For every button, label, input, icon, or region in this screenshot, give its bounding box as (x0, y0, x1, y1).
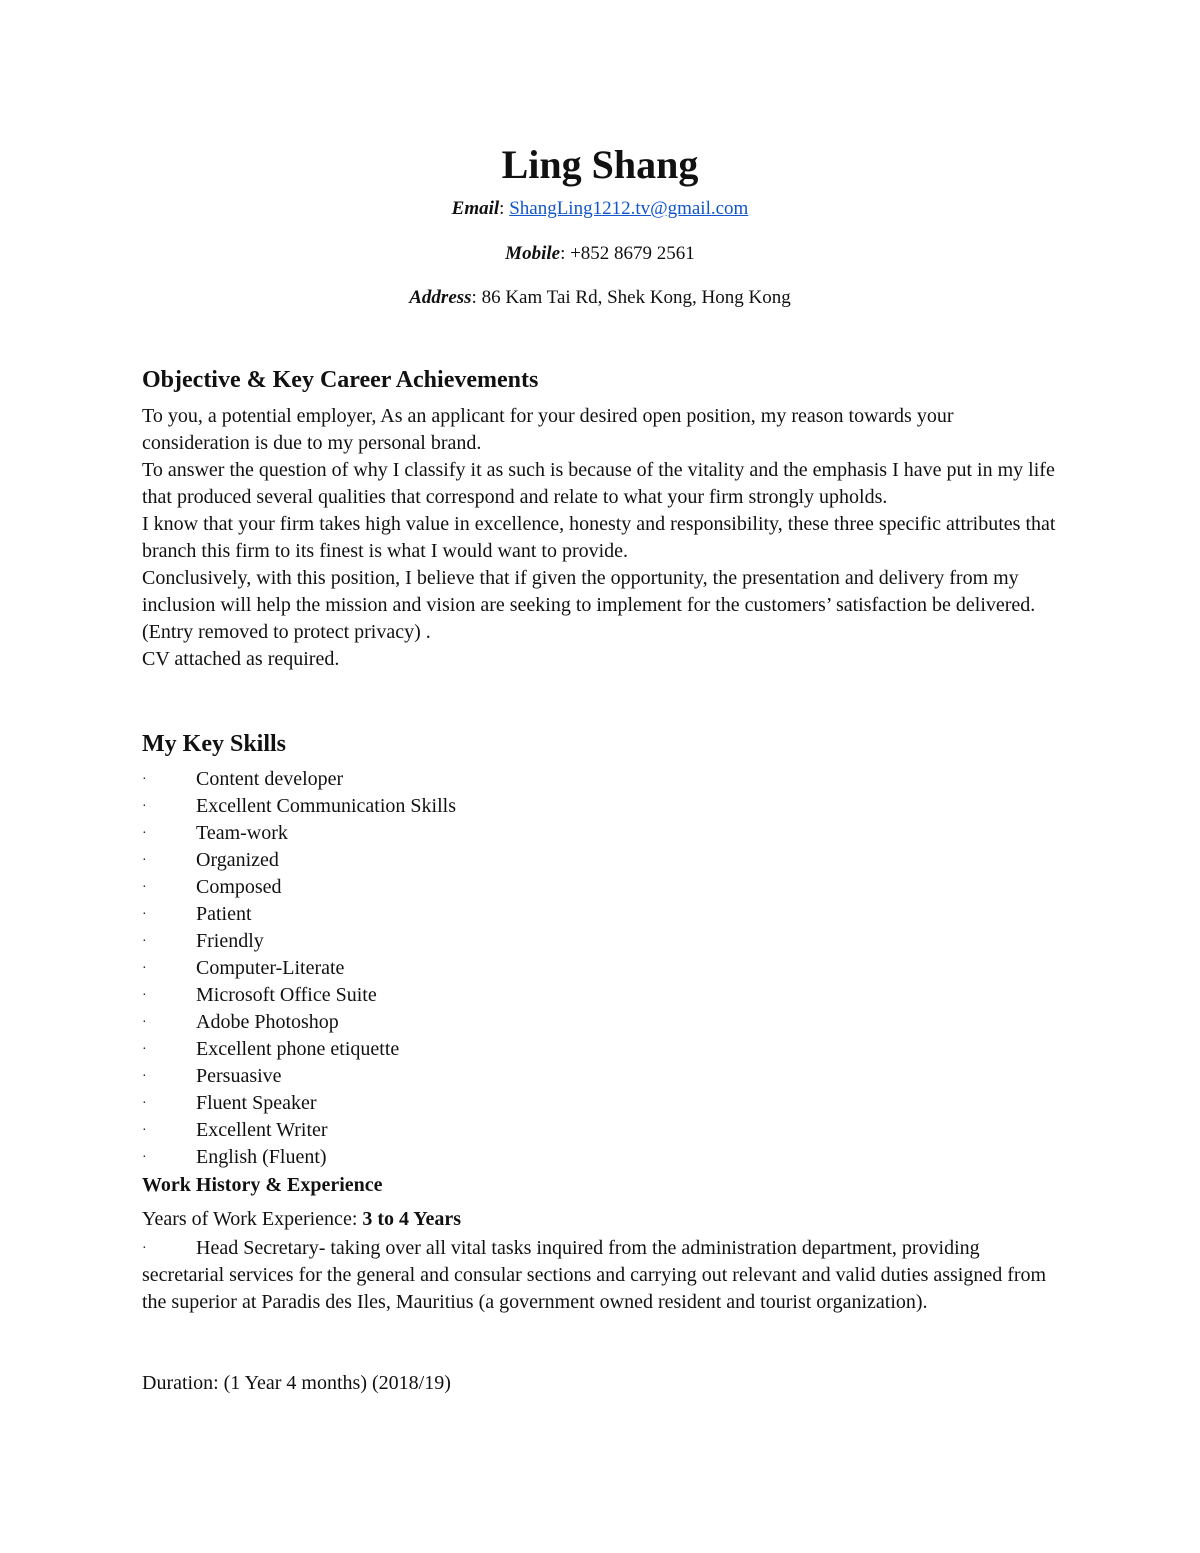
bullet-icon: · (142, 826, 147, 841)
address-line (0, 285, 1200, 311)
skill-label: Fluent Speaker (196, 1092, 317, 1114)
mobile-number: +852 8679 2561 (570, 243, 695, 264)
skill-label: Persuasive (196, 1065, 282, 1087)
years-label: Years of Work Experience: (142, 1208, 358, 1230)
bullet-icon: · (142, 799, 147, 814)
email-separator: : (499, 198, 505, 219)
skill-item (142, 1144, 1042, 1171)
skill-label: Composed (196, 876, 282, 898)
years-experience-line (142, 1206, 1062, 1233)
skill-label: Microsoft Office Suite (196, 984, 377, 1006)
skill-label: Excellent Communication Skills (196, 795, 456, 817)
skill-item (142, 1063, 1042, 1090)
candidate-name: Ling Shang (501, 142, 699, 187)
job-duration: Duration: (1 Year 4 months) (2018/19) (142, 1372, 451, 1394)
objective-paragraph: I know that your firm takes high value in excellence, honesty and responsibility, these three specific attributes that branch this firm to its finest is what I would want to provide. (142, 513, 1056, 562)
skill-label: Team-work (196, 822, 288, 844)
objective-paragraph: Conclusively, with this position, I believe that if given the opportunity, the presentation and delivery from my inclusion will help the mission and vision are seeking to implement for the customers’ satisfaction be delivered. (142, 567, 1036, 616)
skill-label: Computer-Literate (196, 957, 345, 979)
bullet-icon: · (142, 1042, 147, 1057)
skill-label: Adobe Photoshop (196, 1011, 339, 1033)
objective-heading: Objective & Key Career Achievements (142, 367, 539, 393)
skill-item (142, 982, 1042, 1009)
skill-item (142, 874, 1042, 901)
bullet-icon: · (142, 880, 147, 895)
bullet-icon: · (142, 1123, 147, 1138)
bullet-icon: · (142, 961, 147, 976)
skill-item (142, 793, 1042, 820)
job-entry (142, 1235, 1062, 1316)
skill-label: Excellent phone etiquette (196, 1038, 400, 1060)
bullet-icon: · (142, 1096, 147, 1111)
skill-label: Excellent Writer (196, 1119, 328, 1141)
email-label: Email (451, 198, 500, 219)
skills-heading: My Key Skills (142, 731, 287, 757)
mobile-line (0, 241, 1200, 267)
address-label: Address (409, 287, 472, 308)
skill-label: Organized (196, 849, 279, 871)
bullet-icon: · (142, 907, 147, 922)
bullet-icon: · (142, 853, 147, 868)
skill-item (142, 1117, 1042, 1144)
bullet-icon: · (142, 1150, 147, 1165)
objective-paragraph: (Entry removed to protect privacy) . (142, 621, 431, 643)
email-line (0, 196, 1200, 222)
email-link[interactable]: ShangLing1212.tv@gmail.com (509, 198, 749, 219)
bullet-icon: · (142, 988, 147, 1003)
skill-item (142, 847, 1042, 874)
mobile-separator: : (560, 243, 566, 264)
skill-label: Content developer (196, 768, 344, 790)
skill-item (142, 1036, 1042, 1063)
bullet-icon: · (142, 772, 147, 787)
work-history-heading: Work History & Experience (142, 1174, 383, 1196)
address-value: 86 Kam Tai Rd, Shek Kong, Hong Kong (481, 287, 791, 308)
skill-item (142, 1009, 1042, 1036)
job-description: Head Secretary- taking over all vital tasks inquired from the administration department, providing secretarial services for the general and consular sections and carrying out relevant and valid duties assigned from the superior at Paradis des Iles, Mauritius (a government owned resident and tourist organization). (142, 1237, 1047, 1313)
skill-label: Friendly (196, 930, 264, 952)
address-separator: : (471, 287, 477, 308)
bullet-icon: · (142, 1069, 147, 1084)
skill-item (142, 1090, 1042, 1117)
skills-list (142, 766, 1042, 1171)
skill-item (142, 928, 1042, 955)
skill-label: Patient (196, 903, 252, 925)
bullet-icon: · (142, 934, 147, 949)
skill-label: English (Fluent) (196, 1146, 327, 1168)
objective-paragraph: CV attached as required. (142, 648, 340, 670)
objective-paragraph: To answer the question of why I classify it as such is because of the vitality and the emphasis I have put in my life that produced several qualities that correspond and relate to what your firm strongly upholds. (142, 459, 1055, 508)
objective-paragraph: To you, a potential employer, As an applicant for your desired open position, my reason towards your consideration is due to my personal brand. (142, 405, 954, 454)
skill-item (142, 955, 1042, 982)
bullet-icon: · (142, 1015, 147, 1030)
objective-text (142, 403, 1062, 673)
skill-item (142, 766, 1042, 793)
mobile-label: Mobile (505, 243, 561, 264)
bullet-icon: · (142, 1241, 147, 1256)
years-value: 3 to 4 Years (362, 1208, 462, 1230)
skill-item (142, 820, 1042, 847)
skill-item (142, 901, 1042, 928)
